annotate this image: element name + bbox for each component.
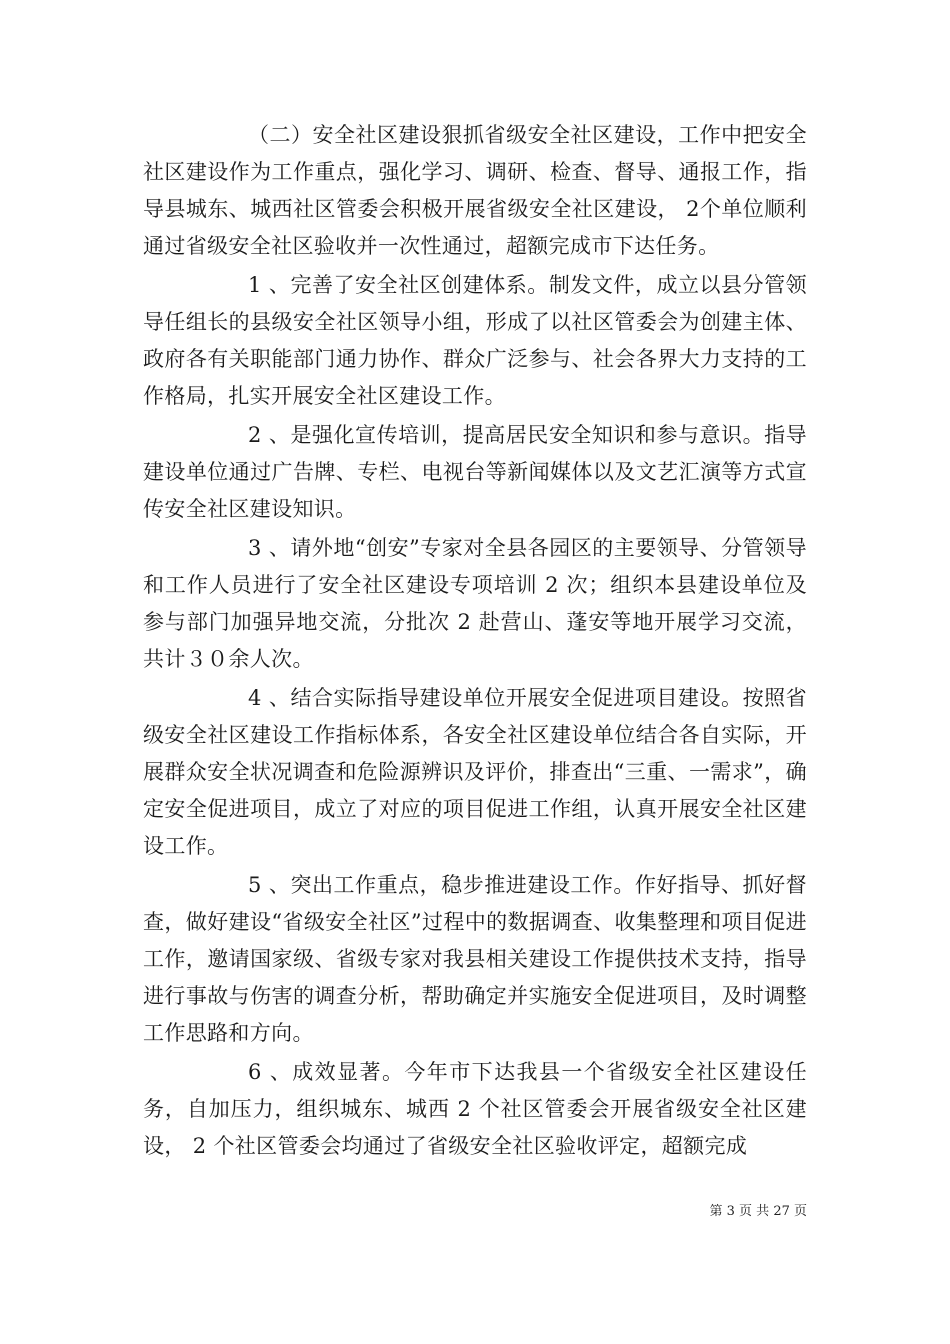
paragraph-item-3: 3 、请外地“创安”专家对全县各园区的主要领导、分管领导和工作人员进行了安全社区建设专项培训 2 次；组织本县建设单位及参与部门加强异地交流，分批次 2 赴营山、蓬安等地开展学习交流，共计３０余人次。 (143, 536, 807, 671)
paragraph-section-2: （二）安全社区建设狠抓省级安全社区建设，工作中把安全社区建设作为工作重点，强化学习、调研、检查、督导、通报工作，指导县城东、城西社区管委会积极开展省级安全社区建设， 2个单位顺利通过省级安全社区验收并一次性通过，超额完成市下达任务。 (143, 123, 807, 258)
document-body (143, 117, 807, 1165)
paragraph-item-5: 5 、突出工作重点，稳步推进建设工作。作好指导、抓好督查，做好建设“省级安全社区”过程中的数据调查、收集整理和项目促进工作，邀请国家级、省级专家对我县相关建设工作提供技术支持，指导进行事故与伤害的调查分析，帮助确定并实施安全促进项目，及时调整工作思路和方向。 (143, 873, 807, 1045)
paragraph-item-2: 2 、是强化宣传培训，提高居民安全知识和参与意识。指导建设单位通过广告牌、专栏、电视台等新闻媒体以及文艺汇演等方式宣传安全社区建设知识。 (143, 423, 807, 521)
paragraph-item-6: 6 、成效显著。今年市下达我县一个省级安全社区建设任务，自加压力，组织城东、城西 2 个社区管委会开展省级安全社区建设， 2 个社区管委会均通过了省级安全社区验收评定，超额完成 (143, 1060, 807, 1158)
page-number-footer: 第 3 页 共 27 页 (709, 1204, 807, 1219)
paragraph-item-4: 4 、结合实际指导建设单位开展安全促进项目建设。按照省级安全社区建设工作指标体系，各安全社区建设单位结合各自实际，开展群众安全状况调查和危险源辨识及评价，排查出“三重、一需求”，确定安全促进项目，成立了对应的项目促进工作组，认真开展安全社区建设工作。 (143, 686, 807, 858)
paragraph-item-1: 1 、完善了安全社区创建体系。制发文件，成立以县分管领导任组长的县级安全社区领导小组，形成了以社区管委会为创建主体、政府各有关职能部门通力协作、群众广泛参与、社会各界大力支持的工作格局，扎实开展安全社区建设工作。 (143, 273, 807, 408)
